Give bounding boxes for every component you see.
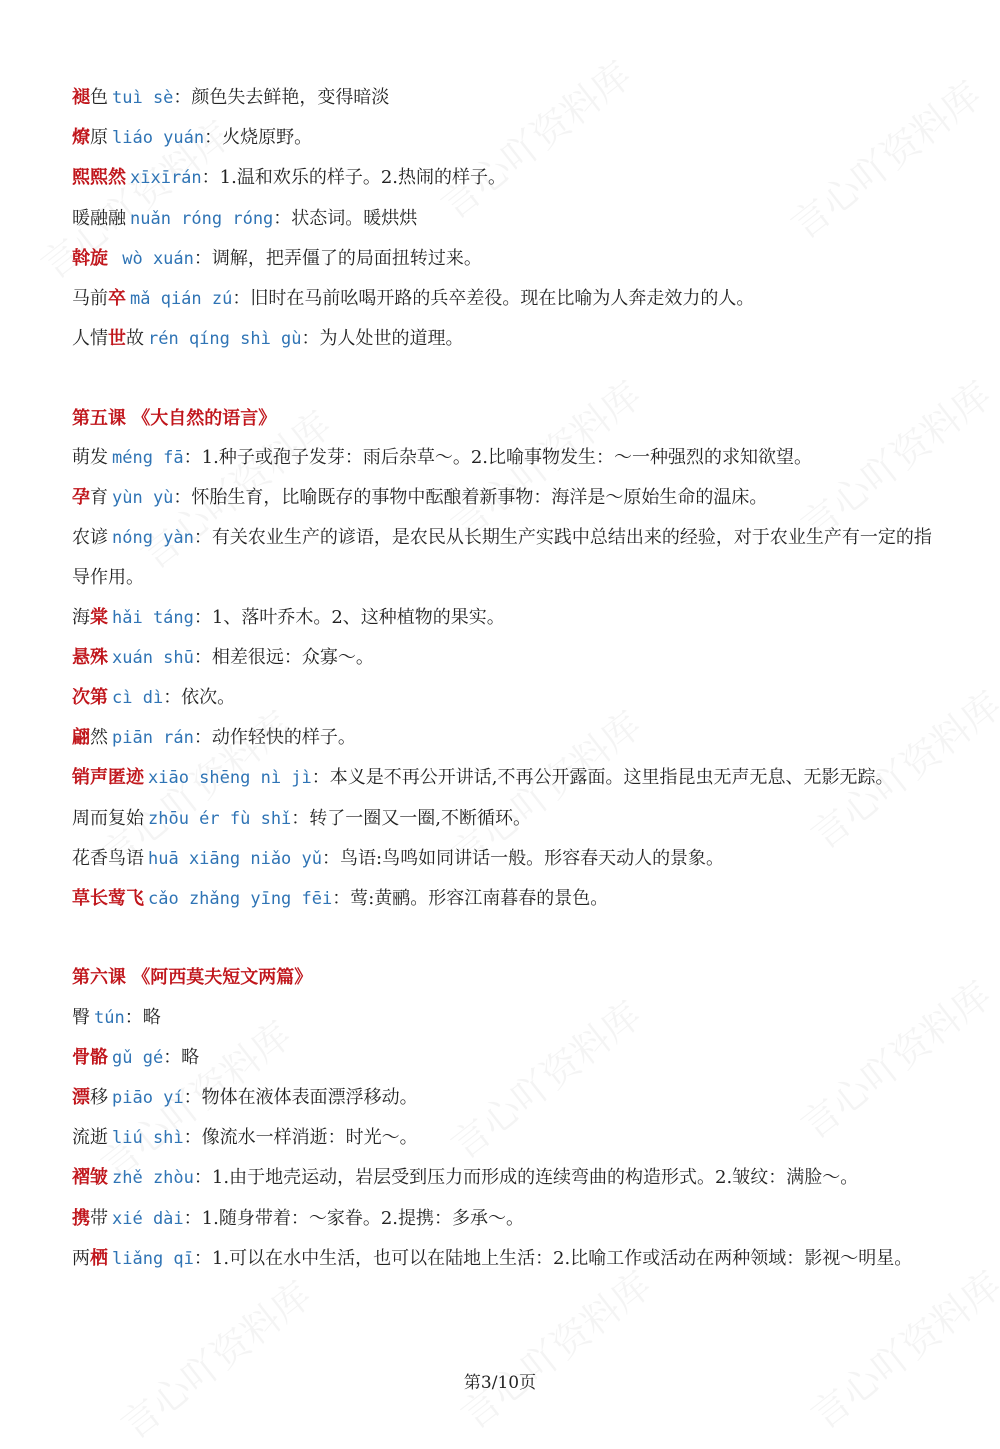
pinyin: gǔ gé <box>112 1047 164 1068</box>
highlighted-character: 孕 <box>72 487 90 509</box>
pinyin: nuǎn róng róng <box>130 208 274 229</box>
pinyin: cǎo zhǎng yīng fēi <box>148 889 333 910</box>
word-text: 原 <box>90 127 108 149</box>
highlighted-character: 褶皱 <box>72 1167 108 1189</box>
watermark-text <box>107 1266 321 1449</box>
definition: ：1.可以在水中生活，也可以在陆地上生活：2.比喻工作或活动在两种领域：影视～明星。 <box>193 1247 913 1269</box>
vocab-entry <box>72 839 942 879</box>
pinyin: liáo yuán <box>112 128 205 149</box>
word-text: 流逝 <box>72 1127 108 1149</box>
pinyin: piān rán <box>112 728 194 749</box>
page-number: 第3/10页 <box>463 1373 537 1393</box>
vocab-entry <box>72 718 942 758</box>
word-text: 马前 <box>72 288 108 310</box>
highlighted-character: 翩 <box>72 727 90 749</box>
definition: ：1.随身带着：～家眷。2.提携：多承～。 <box>183 1207 525 1229</box>
word-text: 农谚 <box>72 527 108 549</box>
section <box>72 78 942 359</box>
vocab-entry <box>72 799 942 839</box>
vocab-entry <box>72 438 942 478</box>
watermark-text <box>797 1256 1000 1440</box>
pinyin: xīxīrán <box>130 168 202 189</box>
definition: ：鸟语:鸟鸣如同讲话一般。形容春天动人的景象。 <box>322 847 725 869</box>
definition: ：1、落叶乔木。2、这种植物的果实。 <box>193 606 505 628</box>
vocab-entry <box>72 678 942 718</box>
highlighted-character: 悬殊 <box>72 646 108 668</box>
highlighted-character: 栖 <box>90 1247 108 1269</box>
vocab-entry <box>72 1199 942 1239</box>
definition: ：1.温和欢乐的样子。2.热闹的样子。 <box>201 167 507 189</box>
word-text: 人情 <box>72 328 108 350</box>
pinyin: mǎ qián zú <box>130 289 233 310</box>
definition: ：旧时在马前吆喝开路的兵卒差役。现在比喻为人奔走效力的人。 <box>232 288 755 310</box>
definition: ：依次。 <box>163 687 236 709</box>
vocab-entry <box>72 319 942 359</box>
section <box>72 359 942 919</box>
definition: ：略 <box>124 1006 161 1028</box>
vocab-entry <box>72 478 942 518</box>
pinyin: hǎi táng <box>112 607 194 628</box>
word-text: 移 <box>90 1087 108 1109</box>
word-text: 暖融融 <box>72 207 126 229</box>
pinyin: wò xuán <box>112 248 194 269</box>
highlighted-character: 斡旋 <box>72 247 108 269</box>
definition: ：状态词。暖烘烘 <box>273 207 418 229</box>
vocab-entry <box>72 1078 942 1118</box>
lesson-heading: 第五课 《大自然的语言》 <box>72 407 277 429</box>
word-text: 海 <box>72 606 90 628</box>
definition: ：动作轻快的样子。 <box>193 727 356 749</box>
definition: ：略 <box>163 1046 200 1068</box>
highlighted-character: 次第 <box>72 687 108 709</box>
pinyin: tuì sè <box>112 88 174 108</box>
word-text: 臀 <box>72 1006 90 1028</box>
word-text: 两 <box>72 1247 90 1269</box>
vocab-entry <box>72 1038 942 1078</box>
definition: ：像流水一样消逝：时光～。 <box>183 1127 418 1149</box>
highlighted-character: 世 <box>108 328 126 350</box>
vocab-entry <box>72 199 942 239</box>
pinyin: xiāo shēng nì jì <box>148 768 312 789</box>
word-text: 带 <box>90 1207 108 1229</box>
pinyin: rén qíng shì gù <box>148 329 302 350</box>
pinyin: liǎng qī <box>112 1248 194 1269</box>
pinyin: cì dì <box>112 688 164 709</box>
word-text: 周而复始 <box>72 807 144 829</box>
highlighted-character: 棠 <box>90 606 108 628</box>
word-text: 花香鸟语 <box>72 847 144 869</box>
pinyin: zhě zhòu <box>112 1168 194 1189</box>
vocab-entry <box>72 1118 942 1158</box>
highlighted-character: 熙熙然 <box>72 167 126 189</box>
vocab-entry <box>72 998 942 1038</box>
pinyin: zhōu ér fù shǐ <box>148 808 292 829</box>
pinyin: yùn yù <box>112 488 174 509</box>
definition: ：1.由于地壳运动，岩层受到压力而形成的连续弯曲的构造形式。2.皱纹：满脸～。 <box>193 1167 859 1189</box>
spacer <box>72 919 942 958</box>
highlighted-character: 骨骼 <box>72 1046 108 1068</box>
highlighted-character: 漂 <box>72 1087 90 1109</box>
vocab-entry <box>72 638 942 678</box>
vocab-entry <box>72 598 942 638</box>
definition: ：转了一圈又一圈,不断循环。 <box>291 807 532 829</box>
highlighted-character: 销声匿迹 <box>72 767 144 789</box>
vocab-entry <box>72 758 942 798</box>
pinyin: liú shì <box>112 1128 184 1149</box>
definition: ：调解，把弄僵了的局面扭转过来。 <box>193 247 482 269</box>
highlighted-character: 携 <box>72 1207 90 1229</box>
pinyin: piāo yí <box>112 1088 184 1109</box>
word-text: 然 <box>90 727 108 749</box>
definition: ：怀胎生育，比喻既存的事物中酝酿着新事物：海洋是～原始生命的温床。 <box>173 487 768 509</box>
highlighted-character: 燎 <box>72 127 90 149</box>
definition: ：颜色失去鲜艳，变得暗淡 <box>173 87 390 108</box>
definition: ：为人处世的道理。 <box>301 328 464 350</box>
vocab-entry <box>72 879 942 919</box>
highlighted-character: 草长莺飞 <box>72 888 144 910</box>
vocab-entry <box>72 118 942 158</box>
definition: ：本义是不再公开讲话,不再公开露面。这里指昆虫无声无息、无影无踪。 <box>311 767 894 789</box>
word-text: 萌发 <box>72 446 108 468</box>
section <box>72 919 942 1279</box>
definition: ：相差很远：众寡～。 <box>193 646 374 668</box>
vocab-entry <box>72 279 942 319</box>
pinyin: huā xiāng niǎo yǔ <box>148 848 322 869</box>
highlighted-character: 褪 <box>72 87 90 108</box>
highlighted-character: 卒 <box>108 288 126 310</box>
pinyin: xié dài <box>112 1208 184 1229</box>
definition: ：1.种子或孢子发芽：雨后杂草～。2.比喻事物发生：～一种强烈的求知欲望。 <box>183 446 813 468</box>
vocab-entry <box>72 239 942 279</box>
watermark-text <box>447 1256 661 1440</box>
pinyin: xuán shū <box>112 647 194 668</box>
word-text: 故 <box>126 328 144 350</box>
definition: ：莺:黄鹂。形容江南暮春的景色。 <box>332 888 609 910</box>
lesson-heading: 第六课 《阿西莫夫短文两篇》 <box>72 967 313 989</box>
word-text: 育 <box>90 487 108 509</box>
vocab-entry <box>72 1158 942 1198</box>
definition: ：物体在液体表面漂浮移动。 <box>183 1087 418 1109</box>
pinyin: tún <box>94 1007 125 1028</box>
word-text: 色 <box>90 87 108 108</box>
pinyin: nóng yàn <box>112 528 194 549</box>
definition: ：火烧原野。 <box>204 127 313 149</box>
definition: ：有关农业生产的谚语，是农民从长期生产实践中总结出来的经验，对于农业生产有一定的指导作用。 <box>72 527 932 589</box>
vocab-entry <box>72 158 942 198</box>
vocab-entry <box>72 518 942 597</box>
document-body <box>72 78 942 1279</box>
pinyin: méng fā <box>112 447 184 468</box>
spacer <box>72 359 942 398</box>
vocab-entry <box>72 78 942 118</box>
vocab-entry <box>72 1239 942 1279</box>
